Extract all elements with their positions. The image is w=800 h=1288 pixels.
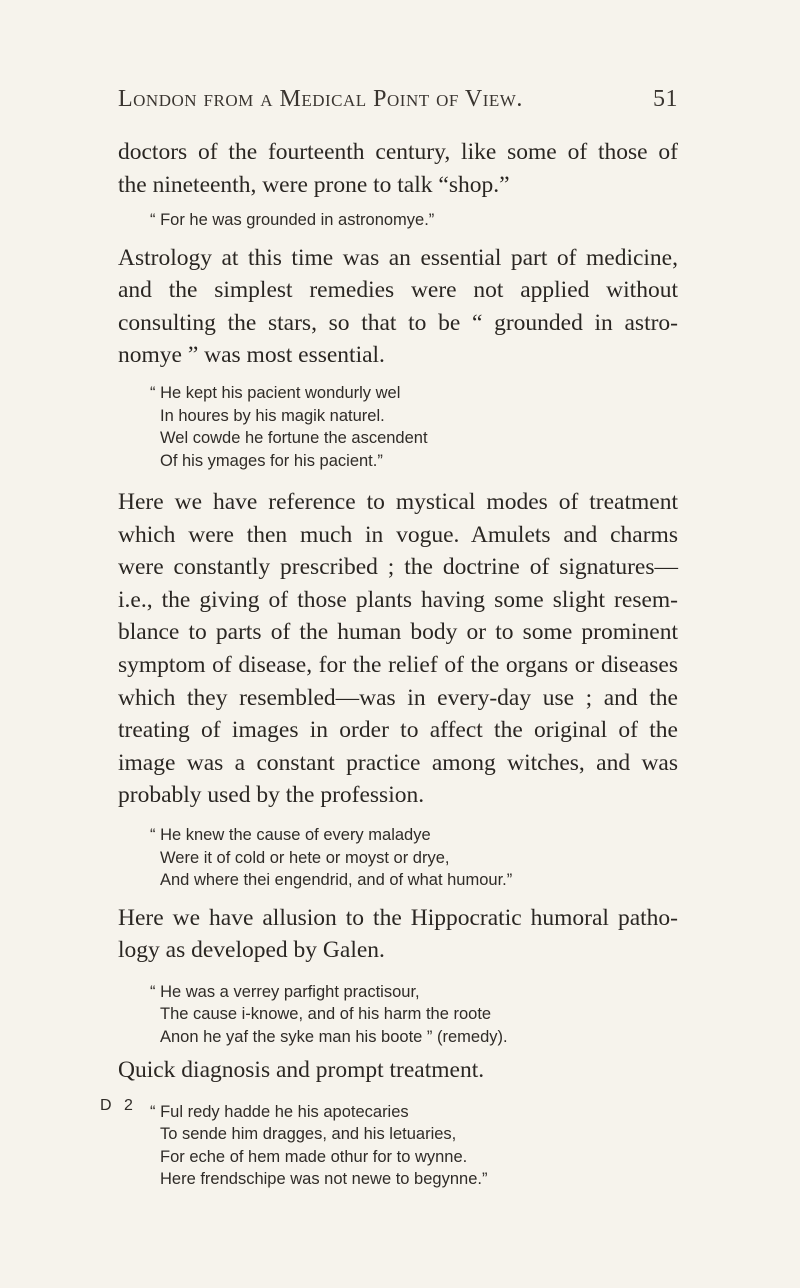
text-line: blance to parts of the human body or to some prominent xyxy=(118,619,678,646)
verse-line: Wel cowde he fortune the ascendent xyxy=(160,429,428,448)
verse-line: Anon he yaf the syke man his boote ” (remedy). xyxy=(160,1027,508,1046)
prose-paragraph xyxy=(118,1054,678,1087)
text-line: nomye ” was most essential. xyxy=(118,342,385,369)
page-number: 51 xyxy=(653,86,678,112)
verse-line: To sende him dragges, and his letuaries, xyxy=(160,1125,457,1144)
text-line: and the simplest remedies were not applied without xyxy=(118,277,678,304)
text-line: were constantly prescribed ; the doctrine of signatures— xyxy=(118,554,678,581)
text-line: Here we have reference to mystical modes of treatment xyxy=(118,489,678,516)
text-line: Quick diagnosis and prompt treatment. xyxy=(118,1057,485,1084)
verse-line: “ For he was grounded in astronomye.” xyxy=(150,211,435,230)
running-head xyxy=(118,86,678,116)
prose-paragraph xyxy=(118,902,678,967)
prose-paragraph xyxy=(118,486,678,812)
text-line: probably used by the profession. xyxy=(118,782,425,809)
prose-paragraph xyxy=(118,242,678,372)
text-line: Here we have allusion to the Hippocratic humoral patho- xyxy=(118,904,678,931)
verse-quotation xyxy=(118,209,678,232)
signature-mark: D 2 xyxy=(100,1097,137,1114)
text-line: i.e., the giving of those plants having some slight resem- xyxy=(118,586,678,613)
text-line: image was a constant practice among witches, and was xyxy=(118,749,678,776)
verse-line: “ He kept his pacient wondurly wel xyxy=(150,384,401,403)
verse-line: “ He was a verrey parfight practisour, xyxy=(150,982,420,1001)
text-line: Astrology at this time was an essential part of medicine, xyxy=(118,244,678,271)
text-line: which were then much in vogue. Amulets and charms xyxy=(118,521,678,548)
verse-line: Were it of cold or hete or moyst or drye, xyxy=(160,848,450,867)
prose-paragraph xyxy=(118,136,678,201)
verse-quotation xyxy=(118,981,678,1049)
verse-line: “ He knew the cause of every maladye xyxy=(150,826,431,844)
verse-line: “ Ful redy hadde he his apotecaries xyxy=(150,1102,409,1121)
verse-quotation xyxy=(118,1101,678,1191)
text-line: logy as developed by Galen. xyxy=(118,937,385,964)
page-body xyxy=(118,136,678,1191)
verse-line: And where thei engendrid, and of what humour.” xyxy=(160,871,513,889)
verse-line: For eche of hem made othur for to wynne. xyxy=(160,1147,468,1166)
text-line: consulting the stars, so that to be “ grounded in astro- xyxy=(118,309,678,336)
text-line: symptom of disease, for the relief of the organs or diseases xyxy=(118,652,678,679)
text-line: which they resembled—was in every-day use ; and the xyxy=(118,684,678,711)
text-line: treating of images in order to affect the original of the xyxy=(118,717,678,744)
verse-line: Here frendschipe was not newe to begynne.” xyxy=(160,1170,488,1189)
verse-quotation xyxy=(118,824,678,892)
verse-line: The cause i-knowe, and of his harm the roote xyxy=(160,1005,492,1024)
verse-line: Of his ymages for his pacient.” xyxy=(160,451,383,470)
text-line: the nineteenth, were prone to talk “shop.” xyxy=(118,171,510,198)
running-title: London from a Medical Point of View. xyxy=(118,86,523,112)
text-line: doctors of the fourteenth century, like some of those of xyxy=(118,139,678,165)
verse-line: In houres by his magik naturel. xyxy=(160,406,385,425)
verse-quotation xyxy=(118,382,678,472)
